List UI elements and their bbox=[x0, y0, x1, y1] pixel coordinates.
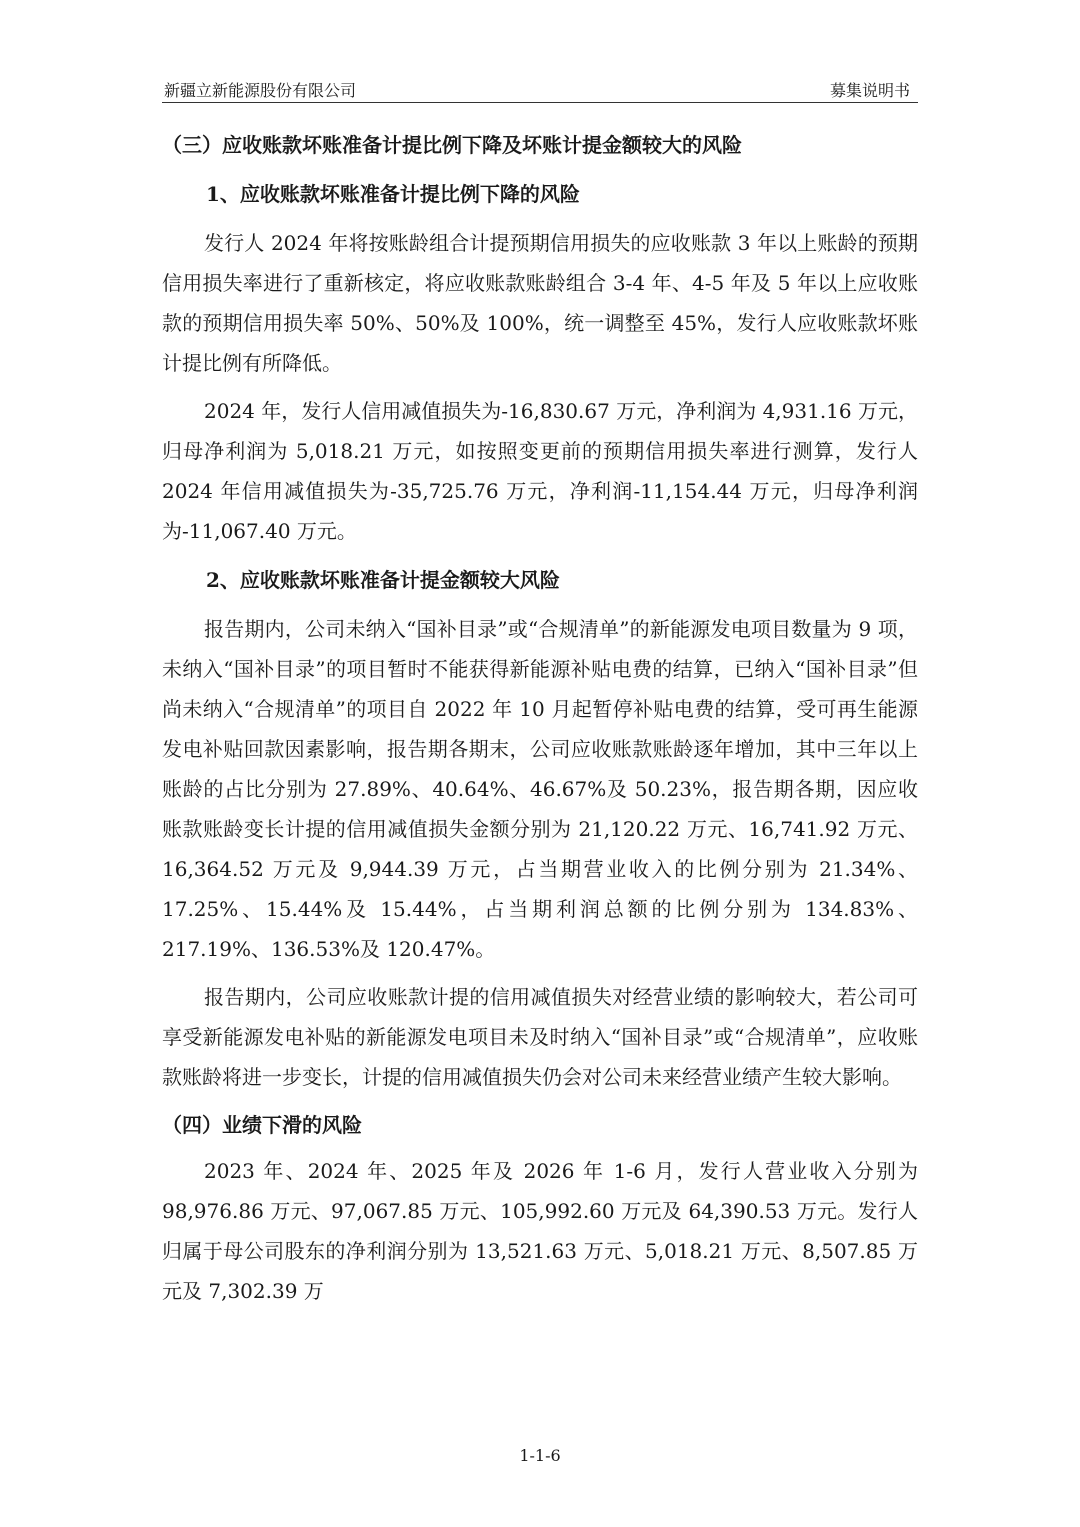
page-number: 1-1-6 bbox=[519, 1446, 561, 1465]
subsection-heading-3-2: 2、应收账款坏账准备计提金额较大风险 bbox=[206, 568, 560, 592]
paragraph-3-2-b: 报告期内，公司应收账款计提的信用减值损失对经营业绩的影响较大，若公司可享受新能源发电补贴的新能源发电项目未及时纳入“国补目录”或“合规清单”，应收账款账龄将进一步变长，计提的信用减值损失仍会对公司未来经营业绩产生较大影响。 bbox=[162, 985, 918, 1089]
paragraph-4-a: 2023 年、2024 年、2025 年及 2026 年 1-6 月，发行人营业收入分别为 98,976.86 万元、97,067.85 万元、105,992.60 万元及 64,390.53 万元。发行人归属于母公司股东的净利润分别为 13,521.63 万元、5,018.21 万元、8,507.85 万元及 7,302.39 万 bbox=[162, 1159, 918, 1303]
subsection-heading-3-1: 1、应收账款坏账准备计提比例下降的风险 bbox=[206, 182, 580, 206]
header-company-name: 新疆立新能源股份有限公司 bbox=[164, 81, 357, 100]
paragraph-3-1-a: 发行人 2024 年将按账龄组合计提预期信用损失的应收账款 3 年以上账龄的预期信用损失率进行了重新核定，将应收账款账龄组合 3-4 年、4-5 年及 5 年以上应收账款的预期信用损失率 50%、50%及 100%，统一调整至 45%，发行人应收账款坏账计提比例有所降低。 bbox=[162, 231, 918, 375]
paragraph-3-2-a: 报告期内，公司未纳入“国补目录”或“合规清单”的新能源发电项目数量为 9 项，未纳入“国补目录”的项目暂时不能获得新能源补贴电费的结算，已纳入“国补目录”但尚未纳入“合规清单”的项目自 2022 年 10 月起暂停补贴电费的结算，受可再生能源发电补贴回款因素影响，报告期各期末，公司应收账款账龄逐年增加，其中三年以上账龄的占比分别为 27.89%、40.64%、46.67%及 50.23%，报告期各期，因应收账款账龄变长计提的信用减值损失金额分别为 21,120.22 万元、16,741.92 万元、16,364.52 万元及 9,944.39 万元，占当期营业收入的比例分别为 21.34%、17.25%、15.44%及 15.44%，占当期利润总额的比例分别为 134.83%、217.19%、136.53%及 120.47%。 bbox=[162, 617, 918, 961]
header-document-type: 募集说明书 bbox=[829, 81, 910, 100]
section-heading-4: （四）业绩下滑的风险 bbox=[162, 1113, 362, 1137]
paragraph-3-1-b: 2024 年，发行人信用减值损失为-16,830.67 万元，净利润为 4,931.16 万元，归母净利润为 5,018.21 万元，如按照变更前的预期信用损失率进行测算，发行人 2024 年信用减值损失为-35,725.76 万元，净利润-11,154.44 万元，归母净利润为-11,067.40 万元。 bbox=[162, 399, 918, 543]
section-heading-3: （三）应收账款坏账准备计提比例下降及坏账计提金额较大的风险 bbox=[162, 133, 742, 157]
document-body bbox=[162, 125, 918, 1319]
page-header bbox=[162, 74, 918, 103]
